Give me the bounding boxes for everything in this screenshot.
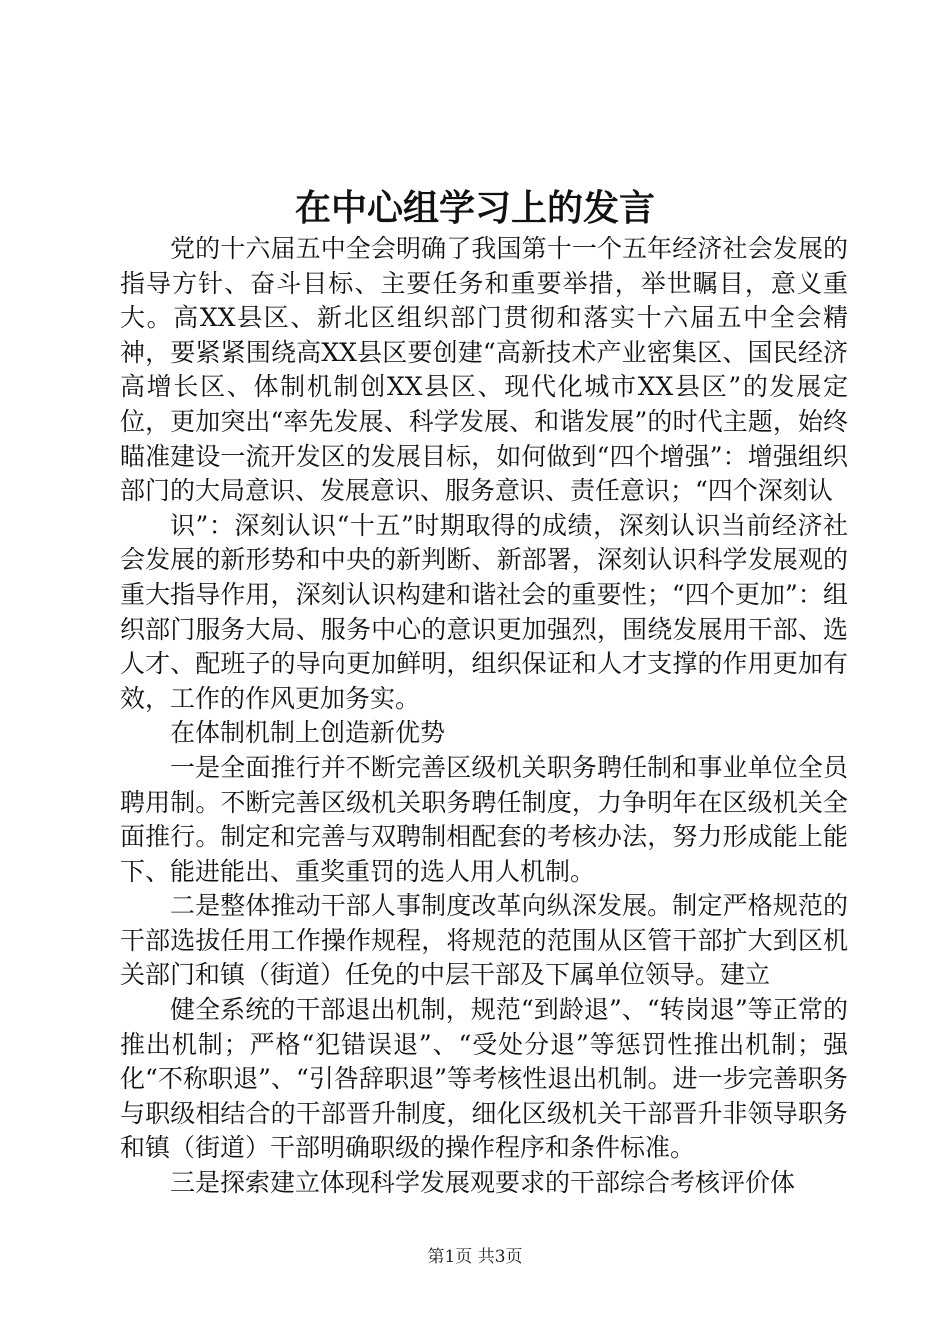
paragraph-6: 三是探索建立体现科学发展观要求的干部综合考核评价体	[170, 1168, 796, 1198]
paragraph-5: 健全系统的干部退出机制，规范“到龄退”、“转岗退”等正常的推出机制；严格“犯错误退”、“受处分退”等惩罚性推出机制；强化“不称职退”、“引咎辞职退”等考核性退出机制。进一步完善职务与职级相结合的干部晋升制度，细化区级机关干部晋升非领导职务和镇（街道）干部明确职级的操作程序和条件标准。	[120, 995, 848, 1163]
document-body	[120, 232, 848, 1201]
paragraph-4: 二是整体推动干部人事制度改革向纵深发展。制定严格规范的干部选拔任用工作操作规程，将规范的范围从区管干部扩大到区机关部门和镇（街道）任免的中层干部及下属单位领导。建立	[120, 891, 848, 990]
page-footer: 第1页 共3页	[427, 1247, 523, 1267]
paragraph-heading: 在体制机制上创造新优势	[170, 718, 446, 748]
page-title: 在中心组学习上的发言	[294, 187, 655, 229]
paragraph-3: 一是全面推行并不断完善区级机关职务聘任制和事业单位全员聘用制。不断完善区级机关职务聘任制度，力争明年在区级机关全面推行。制定和完善与双聘制相配套的考核办法，努力形成能上能下、能进能出、重奖重罚的选人用人机制。	[120, 752, 848, 886]
paragraph-1: 党的十六届五中全会明确了我国第十一个五年经济社会发展的指导方针、奋斗目标、主要任务和重要举措，举世瞩目，意义重大。高XX县区、新北区组织部门贯彻和落实十六届五中全会精神，要紧紧围绕高XX县区要创建“高新技术产业密集区、国民经济高增长区、体制机制创XX县区、现代化城市XX县区”的发展定位，更加突出“率先发展、科学发展、和谐发展”的时代主题，始终瞄准建设一流开发区的发展目标，如何做到“四个增强”：增强组织部门的大局意识、发展意识、服务意识、责任意识；“四个深刻认	[120, 234, 848, 506]
paragraph-2: 识”：深刻认识“十五”时期取得的成绩，深刻认识当前经济社会发展的新形势和中央的新判断、新部署，深刻认识科学发展观的重大指导作用，深刻认识构建和谐社会的重要性；“四个更加”：组织部门服务大局、服务中心的意识更加强烈，围绕发展用干部、选人才、配班子的导向更加鲜明，组织保证和人才支撑的作用更加有效，工作的作风更加务实。	[120, 510, 848, 713]
